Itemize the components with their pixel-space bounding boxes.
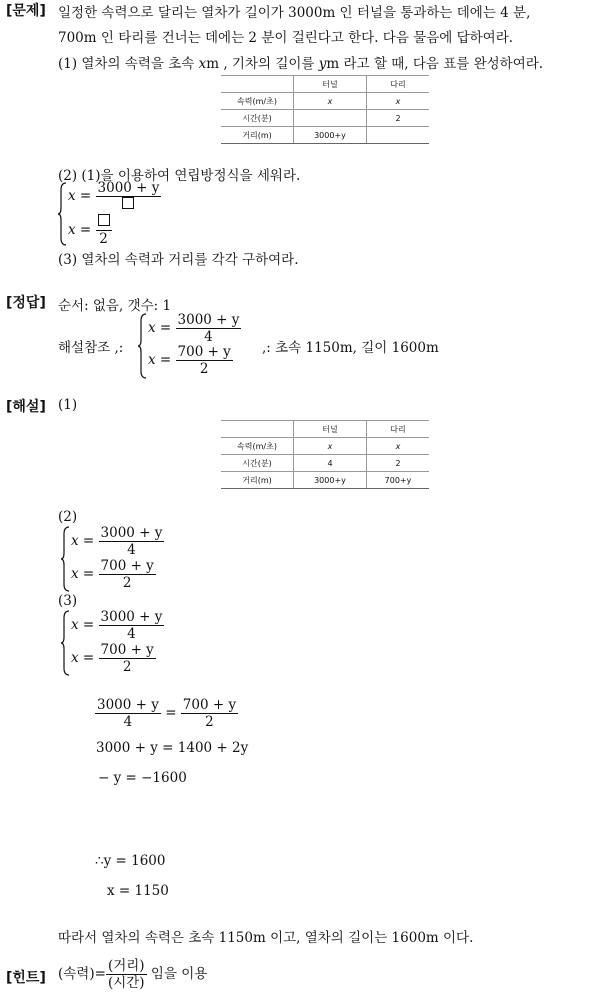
table-row: 속력(m/초) x x: [221, 93, 429, 110]
problem-question-2: (2) (1)을 이용하여 연립방정식을 세워라.: [58, 168, 301, 184]
problem-label: [문제]: [6, 3, 46, 19]
answer-eq-2: x = $\frac{700 + y}{2}$: [148, 344, 231, 377]
table-row: 시간(분) 4 2: [221, 455, 429, 472]
problem-eq-2: x = 2: [68, 214, 112, 247]
table-row: 시간(분) 2: [221, 110, 429, 127]
solution-label: [해설]: [6, 399, 46, 415]
table-row: 속력(m/초) x x: [221, 438, 429, 455]
left-brace-icon: [57, 182, 67, 246]
table-row: 거리(m) 3000+y 700+y: [221, 472, 429, 489]
table-row: 터널 다리: [221, 76, 429, 93]
problem-line-1: 일정한 속력으로 달리는 열차가 길이가 3000m 인 터널을 통과하는 데에는 4 분,: [58, 5, 531, 21]
solution-conclusion: 따라서 열차의 속력은 초속 1150m 이고, 열차의 길이는 1600m 이다.: [58, 930, 474, 946]
solution-part-3: (3): [58, 593, 78, 609]
problem-line-2: 700m 인 타리를 건너는 데에는 2 분이 걸린다고 한다. 다음 물음에 답하여라.: [58, 30, 514, 46]
problem-table: [221, 75, 429, 144]
solution-part-1: (1): [58, 397, 78, 413]
solution-part-2: (2): [58, 509, 78, 525]
hint-formula: (속력)= $\frac{\text{(거리)}}{\text{(시간)}}$ 임을 이용: [58, 958, 208, 991]
table-row: 거리(m) 3000+y: [221, 127, 429, 144]
solution-step-4: ∴y = 1600: [95, 853, 166, 869]
answer-label: [정답]: [6, 295, 46, 311]
solution-eq-1: x = $\frac{3000 + y}{4}$: [71, 525, 163, 558]
solution-table: [221, 420, 429, 489]
left-brace-icon: [60, 526, 70, 592]
solution-step-3: − y = −1600: [98, 770, 187, 786]
problem-question-3: (3) 열차의 속력과 거리를 각각 구하여라.: [58, 252, 299, 268]
blank-box[interactable]: [122, 197, 134, 209]
solution-eq-2: x = $\frac{700 + y}{2}$: [71, 558, 154, 591]
left-brace-icon: [137, 313, 147, 379]
problem-question-1: (1) 열차의 속력을 초속 xm , 기차의 길이를 ym 라고 할 때, 다음 표를 완성하여라.: [58, 56, 544, 72]
solution-eq-3: x = $\frac{3000 + y}{4}$: [71, 609, 163, 642]
answer-prefix: 해설참조 ,:: [58, 340, 124, 356]
answer-count-line: 순서: 없음, 갯수: 1: [58, 298, 172, 314]
left-brace-icon: [60, 610, 70, 676]
answer-eq-1: x = $\frac{3000 + y}{4}$: [148, 312, 240, 345]
solution-step-5: x = 1150: [107, 883, 169, 899]
solution-eq-4: x = $\frac{700 + y}{2}$: [71, 642, 154, 675]
answer-result: ,: 초속 1150m, 길이 1600m: [262, 340, 439, 356]
solution-step-2: 3000 + y = 1400 + 2y: [96, 740, 249, 756]
problem-eq-1: x = 3000 + y: [68, 180, 161, 213]
blank-box[interactable]: [98, 214, 110, 226]
table-row: 터널 다리: [221, 421, 429, 438]
solution-step-1: $\frac{3000 + y}{4}$ = $\frac{700 + y}{2}$: [97, 697, 237, 730]
hint-label: [힌트]: [6, 970, 46, 986]
